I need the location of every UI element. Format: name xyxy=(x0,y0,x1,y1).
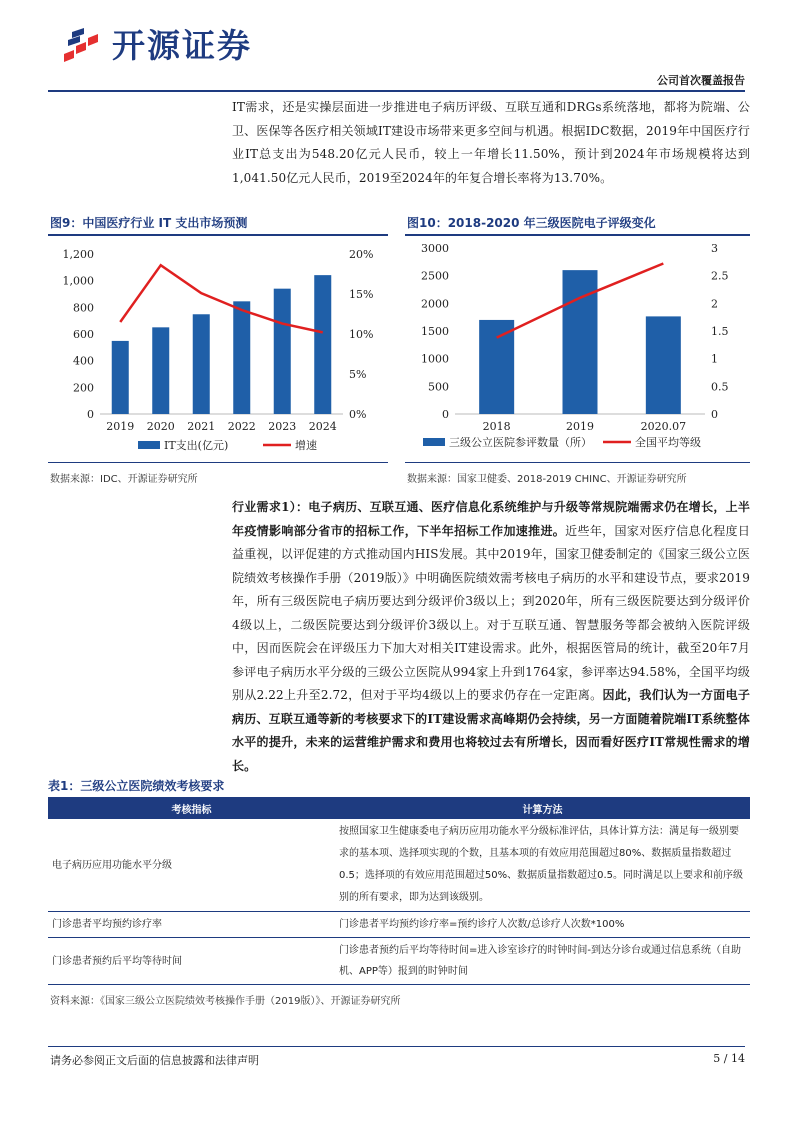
y-right-tick-label: 1.5 xyxy=(711,325,729,338)
x-tick-label: 2024 xyxy=(308,420,337,433)
x-tick-label: 2020.07 xyxy=(640,420,687,433)
fig10-divider xyxy=(405,234,750,236)
fig9-source: 数据来源：IDC、开源证券研究所 xyxy=(50,474,198,485)
legend-label: 增速 xyxy=(295,439,317,452)
x-tick-label: 2019 xyxy=(106,420,135,433)
header-divider xyxy=(48,90,745,92)
table-header-cell: 考核指标 xyxy=(48,797,335,819)
bar xyxy=(314,275,331,414)
y-left-tick-label: 800 xyxy=(73,301,94,315)
footer-disclaimer: 请务必参阅正文后面的信息披露和法律声明 xyxy=(50,1054,259,1067)
table-header-row xyxy=(48,797,750,819)
bar xyxy=(233,301,250,414)
legend-label: 全国平均等级 xyxy=(635,436,701,449)
table-title: 表1：三级公立医院绩效考核要求 xyxy=(48,779,225,793)
fig9-divider xyxy=(48,234,388,236)
table-cell: 门诊患者平均预约诊疗率=预约诊疗人次数/总诊疗人次数*100% xyxy=(335,912,750,938)
legend-label: 三级公立医院参评数量（所） xyxy=(449,436,592,449)
legend-label: IT支出(亿元) xyxy=(164,439,229,452)
bar xyxy=(112,341,129,414)
table-source: 资料来源：《国家三级公立医院绩效考核操作手册（2019版）》、开源证券研究所 xyxy=(50,996,401,1007)
y-right-tick-label: 3 xyxy=(711,242,718,255)
footer-divider xyxy=(48,1046,745,1047)
y-left-tick-label: 2500 xyxy=(421,269,449,283)
y-right-tick-label: 15% xyxy=(349,288,374,301)
fig10-source: 数据来源：国家卫健委、2018-2019 CHINC、开源证券研究所 xyxy=(407,474,687,485)
y-right-tick-label: 0 xyxy=(711,408,718,421)
legend-swatch-bar xyxy=(138,441,160,449)
fig9-chart xyxy=(48,240,388,460)
table-cell: 按照国家卫生健康委电子病历应用功能水平分级标准评估，具体计算方法：满足每一级别要求的基本项、选择项实现的个数，且基本项的有效应用范围超过80%、数据质量指数超过0.5；选择项的有效应用范围超过50%、数据质量指数超过0.5。同时满足以上要求和前序级别的所有要求，即为达到该级别。 xyxy=(335,819,750,912)
y-right-tick-label: 1 xyxy=(711,352,718,366)
x-tick-label: 2020 xyxy=(146,420,175,433)
y-right-tick-label: 0% xyxy=(349,408,367,421)
bar xyxy=(479,320,514,414)
table-header-cell: 计算方法 xyxy=(335,797,750,819)
x-tick-label: 2018 xyxy=(482,420,511,433)
y-left-tick-label: 1500 xyxy=(421,325,449,338)
table-cell: 电子病历应用功能水平分级 xyxy=(48,819,335,912)
x-tick-label: 2023 xyxy=(268,420,297,433)
x-tick-label: 2019 xyxy=(566,420,594,433)
logo-icon xyxy=(58,24,100,66)
y-right-tick-label: 0.5 xyxy=(711,380,729,394)
bar xyxy=(193,314,210,414)
legend-swatch-bar xyxy=(423,438,445,446)
demand-body: 近些年，国家对医疗信息化程度日益重视，以评促建的方式推动国内HIS发展。其中2019年，国家卫健委制定的《国家三级公立医院绩效考核操作手册（2019版）》中明确医院绩效需考核电子病历的水平和建设节点，要求2019年，所有三级医院电子病历要达到分级评价3级以上；到2020年，所有三级医院要达到分级评价4级以上，二级医院要达到分级评价3级以上。对于互联互通、智慧服务等都会被纳入医院评级中，因而医院会在评级压力下加大对相关IT建设需求。此外，根据医管局的统计，截至20年7月参评电子病历水平分级的三级公立医院从994家上升到1764家，参评率达94.58%，全国平均级别从2.22上升至2.72，但对于平均4级以上的要求仍存在一定距离。 xyxy=(232,523,750,702)
x-tick-label: 2022 xyxy=(227,420,256,433)
table-cell: 门诊患者平均预约诊疗率 xyxy=(48,912,335,938)
demand-bold-lead: 行业需求1）：电子病历、互联互通、医疗信息化系统维护与升级等常规院端需求仍在增长，上半年疫情影响部分省市的招标工作，下半年招标工作加速推进。 xyxy=(232,500,750,538)
bar xyxy=(646,316,681,414)
y-left-tick-label: 500 xyxy=(428,380,449,394)
y-left-tick-label: 400 xyxy=(73,354,94,368)
fig9-title: 图9：中国医疗行业 IT 支出市场预测 xyxy=(50,216,248,230)
y-left-tick-label: 1,200 xyxy=(62,248,94,261)
y-left-tick-label: 0 xyxy=(87,408,94,421)
y-right-tick-label: 20% xyxy=(349,248,374,261)
table-row xyxy=(48,938,750,985)
fig10-title: 图10：2018-2020 年三级医院电子评级变化 xyxy=(407,216,656,230)
table-row xyxy=(48,819,750,912)
y-left-tick-label: 600 xyxy=(73,328,94,341)
report-type: 公司首次覆盖报告 xyxy=(657,74,745,87)
page-number: 5 / 14 xyxy=(713,1052,745,1065)
kpi-table xyxy=(48,797,750,985)
table-cell: 门诊患者预约后平均等待时间=进入诊室诊疗的时钟时间-到达分诊台或通过信息系统（自助机、APP等）报到的时钟时间 xyxy=(335,938,750,985)
y-left-tick-label: 200 xyxy=(73,381,94,395)
y-right-tick-label: 10% xyxy=(349,328,374,341)
fig9-source-divider xyxy=(48,462,388,463)
y-left-tick-label: 3000 xyxy=(421,242,449,255)
table-row xyxy=(48,912,750,938)
x-tick-label: 2021 xyxy=(187,420,216,433)
fig10-chart xyxy=(405,240,750,460)
y-left-tick-label: 1000 xyxy=(421,352,449,366)
y-right-tick-label: 2.5 xyxy=(711,269,729,283)
y-right-tick-label: 2 xyxy=(711,297,718,311)
bar xyxy=(274,289,291,414)
logo-text: 开源证券 xyxy=(112,26,252,65)
y-left-tick-label: 0 xyxy=(442,408,449,421)
demand-bold-tail: 因此，我们认为一方面电子病历、互联互通等新的考核要求下的IT建设需求高峰期仍会持续，另一方面随着院端IT系统整体水平的提升，未来的运营维护需求和费用也将较过去有所增长，因而看好医疗IT常规性需求的增长。 xyxy=(232,688,750,773)
intro-paragraph: IT需求，还是实操层面进一步推进电子病历评级、互联互通和DRGs系统落地，都将为院端、公卫、医保等各医疗相关领域IT建设市场带来更多空间与机遇。根据IDC数据，2019年中国医疗行业IT总支出为548.20亿元人民币，较上一年增长11.50%，预计到2024年市场规模将达到1,041.50亿元人民币，2019至2024年的年复合增长率将为13.70%。 xyxy=(232,100,750,185)
y-left-tick-label: 1,000 xyxy=(62,274,94,288)
fig10-source-divider xyxy=(405,462,750,463)
y-left-tick-label: 2000 xyxy=(421,297,449,311)
series-line xyxy=(120,265,323,332)
bar xyxy=(152,327,169,414)
y-right-tick-label: 5% xyxy=(349,368,367,381)
table-cell: 门诊患者预约后平均等待时间 xyxy=(48,938,335,985)
demand-paragraph xyxy=(232,496,750,778)
